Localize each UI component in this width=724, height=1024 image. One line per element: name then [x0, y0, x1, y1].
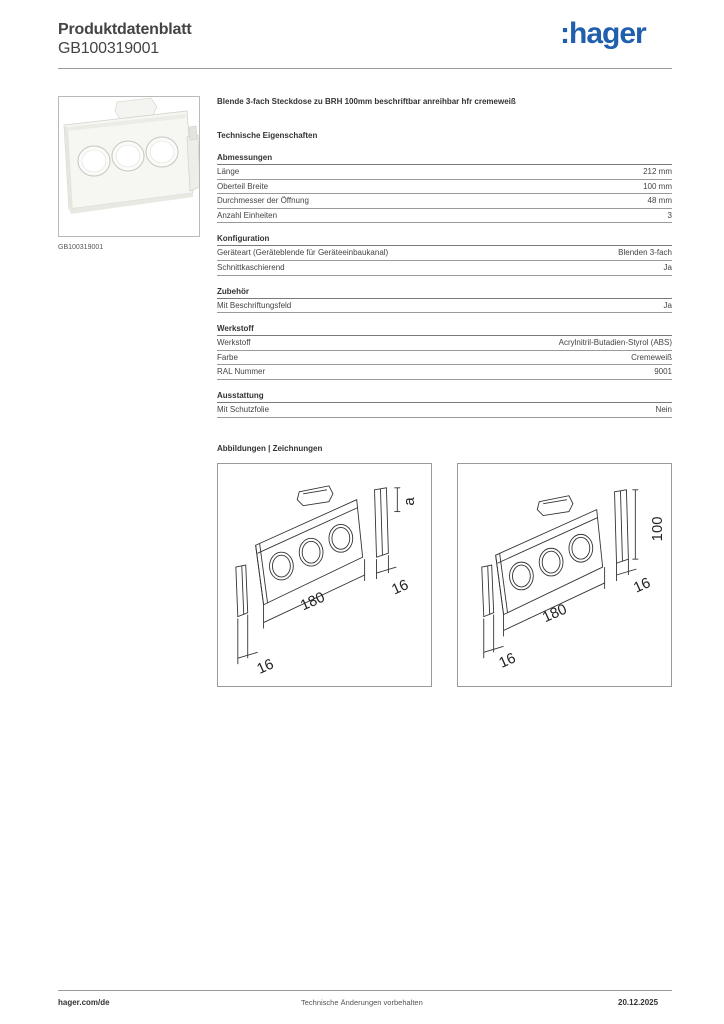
spec-value: Ja [663, 262, 672, 272]
specification-column [217, 96, 672, 418]
page-title: Produktdatenblatt [58, 21, 192, 38]
technical-drawing-1 [217, 463, 432, 687]
dim-length-label: 180 [540, 601, 570, 627]
product-photo-illustration [59, 97, 200, 237]
spec-label: RAL Nummer [217, 367, 266, 377]
dim-side-top-label: a [402, 497, 419, 506]
footer-divider [58, 990, 672, 991]
spec-label: Geräteart (Geräteblende für Geräteeinbaukanal) [217, 248, 389, 258]
technical-properties-heading: Technische Eigenschaften [217, 131, 318, 140]
spec-row [217, 261, 672, 276]
product-name: Blende 3-fach Steckdose zu BRH 100mm beschriftbar anreihbar hfr cremeweiß [217, 97, 516, 106]
image-caption: GB100319001 [58, 244, 104, 251]
spec-row [217, 209, 672, 224]
figures-heading: Abbildungen | Zeichnungen [217, 444, 323, 453]
spec-value: Blenden 3-fach [618, 248, 672, 258]
spec-row [217, 403, 672, 418]
section-dimensions [217, 151, 672, 223]
spec-label: Werkstoff [217, 338, 251, 348]
spec-value: 3 [667, 210, 672, 220]
section-title: Ausstattung [217, 389, 672, 403]
spec-value: Acrylnitril-Butadien-Styrol (ABS) [558, 338, 672, 348]
spec-value: Nein [655, 404, 672, 414]
spec-label: Durchmesser der Öffnung [217, 196, 309, 206]
spec-label: Mit Schutzfolie [217, 404, 270, 414]
spec-row [217, 180, 672, 195]
spec-label: Farbe [217, 352, 238, 362]
footer-date: 20.12.2025 [618, 998, 659, 1007]
section-accessories [217, 285, 672, 314]
header-divider [58, 68, 672, 69]
hager-logo-text: :hager [560, 17, 646, 50]
section-material [217, 322, 672, 380]
spec-row [217, 336, 672, 351]
spec-row [217, 299, 672, 314]
spec-value: 212 mm [643, 167, 672, 176]
drawing-2-svg [458, 464, 671, 686]
spec-row [217, 365, 672, 380]
hager-logo [560, 13, 670, 53]
dim-length-label: 180 [298, 589, 328, 615]
spec-value: 9001 [654, 367, 672, 377]
spec-row [217, 351, 672, 366]
spec-label: Länge [217, 167, 240, 176]
spec-label: Anzahl Einheiten [217, 210, 278, 220]
dim-side-depth-label: 16 [389, 577, 412, 599]
footer-note: Technische Änderungen vorbehalten [301, 998, 423, 1007]
dim-end-depth-label: 16 [254, 656, 277, 678]
section-title: Werkstoff [217, 322, 672, 336]
spec-label: Schnittkaschierend [217, 262, 285, 272]
spec-label: Mit Beschriftungsfeld [217, 300, 292, 310]
section-title: Zubehör [217, 285, 672, 299]
spec-value: 100 mm [643, 181, 672, 191]
footer-website-link[interactable]: hager.com/de [58, 998, 110, 1007]
drawing-1-svg [218, 464, 431, 686]
spec-label: Oberteil Breite [217, 181, 269, 191]
spec-row [217, 246, 672, 261]
spec-value: Cremeweiß [631, 352, 672, 362]
section-equipment [217, 389, 672, 418]
spec-value: Ja [663, 300, 672, 310]
dim-end-depth-label: 16 [496, 650, 519, 672]
section-title: Abmessungen [217, 151, 672, 165]
section-configuration [217, 232, 672, 275]
spec-value: 48 mm [647, 196, 672, 206]
product-image [58, 96, 200, 237]
section-title: Konfiguration [217, 232, 672, 246]
technical-drawing-2 [457, 463, 672, 687]
dim-side-top-label: 100 [650, 516, 667, 542]
dim-side-depth-label: 16 [631, 575, 654, 597]
article-number: GB100319001 [58, 40, 160, 57]
spec-row [217, 165, 672, 180]
spec-row [217, 194, 672, 209]
